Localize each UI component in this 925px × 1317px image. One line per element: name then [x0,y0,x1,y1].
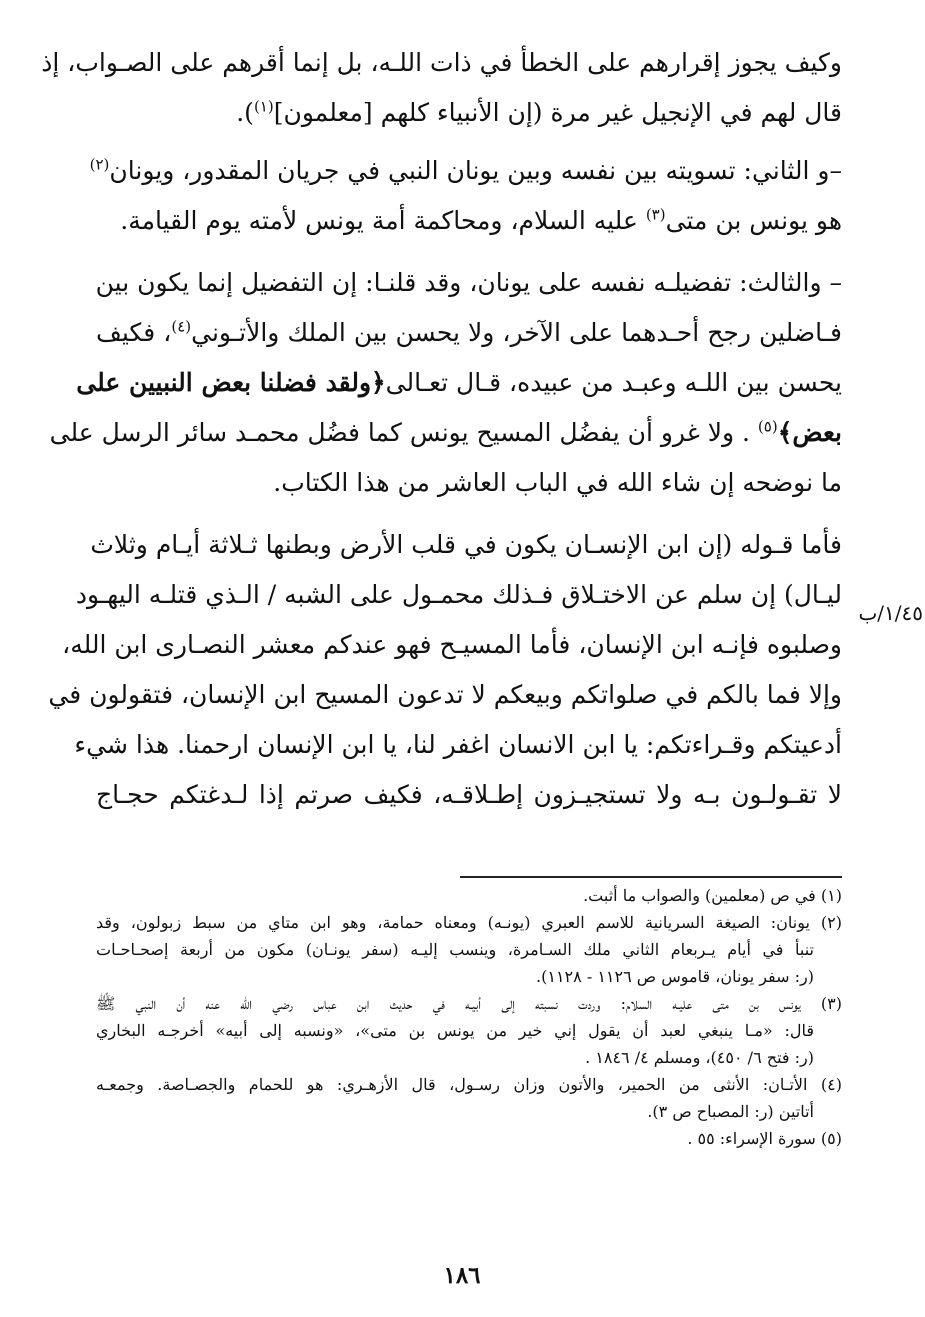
footnote-line: (٤) الأتـان: الأنثى من الحمير، والأتون وزان رسـول، قال الأزهـري: هو للحمام والجصـاصة. وجمعـه [96,1075,842,1094]
text-line: ما نوضحه إن شاء الله في الباب العاشر من هذا الكتاب. [273,468,842,497]
text-line: وصلبوه فإنـه ابن الإنسان، فأما المسيـح فهو عندكم معشر النصـارى ابن الله، [62,630,842,659]
text-line: وكيف يجوز إقرارهم على الخطأ في ذات اللـه، بل إنما أقرهم على الصـواب، إذ [41,48,842,77]
footnote-line: (ر: سفر يونان، قاموس ص ١١٢٦ - ١١٢٨). [536,967,814,986]
quran-quote: ﴿ولقد فضلنا بعض النبيين على [76,368,386,397]
text-line: هو يونس بن متى$^{(٣)}$ عليه السلام، ومحاكمة أمة يونس لأمته يوم القيامة. [120,205,842,235]
page-number: ١٨٦ [443,1262,481,1289]
text-line: لا تقـولـون بـه ولا تستجيـزون إطـلاقـه، فكيف صرتم إذا لـدغتكم حجـاج [96,780,842,809]
footnote-ref: (٢) [89,155,110,174]
footnote-line: (٢) يونان: الصيغة السريانية للاسم العبري (يونـه) ومعناه حمامة، وهو ابن متاي من سبط زبولون، وقد [96,913,842,932]
footnote-ref: (٥) [757,417,778,436]
text-line: ليـال) إن سلم عن الاختـلاق فـذلك محمـول على الشبه / الـذي قتلـه اليهـود [75,580,842,609]
quran-quote-end: بعض﴾ [777,418,842,447]
footnote-separator [460,876,842,878]
footnote-line: (٥) سورة الإسراء: ٥٥ . [687,1129,842,1148]
text-line: بعض﴾$^{(٥)}$ . ولا غرو أن يفضُل المسيح يونس كما فضُل محمـد سائر الرسل على [49,417,842,447]
text-line: فـاضلين رجح أحـدهما على الآخر، ولا يحسن بين الملك والأتـوني$^{(٤)}$، فكيف [96,317,842,347]
footnote-line: قال: «مـا ينبغي لعبد أن يقول إني خير من يونس بن متى»، «ونسبه إلى أبيه» أخرجـه البخاري [96,1021,814,1040]
text-line: – والثالث: تفضيلـه نفسه على يونان، وقد قلنـا: إن التفضيل إنما يكون بين [95,268,842,297]
footnotes [96,882,842,1152]
manuscript-folio-marker: ١/٤٥/ب [858,601,923,625]
text-line: يحسن بين اللـه وعبـد من عبيده، قـال تعـالى﴿ولقد فضلنا بعض النبيين على [76,368,842,397]
footnote-line: أتاتين (ر: المصباح ص ٣). [647,1102,814,1121]
footnote-ref: (١) [253,97,274,116]
footnote-line: (ر: فتح ٦/ ٤٥٠)، ومسلم ٤/ ١٨٤٦ . [585,1048,814,1067]
main-text [41,38,842,820]
text-line: وإلا فما بالكم في صلواتكم وبيعكم لا تدعون المسيح ابن الإنسان، فتقولون في [48,680,842,709]
footnote-line: (٣) يونس بن متى عليـه السلام: وردت نسبته إلى أبيـه في حديث ابن عباس رضي الله عنه أن النبي ﷺ [96,994,842,1013]
footnote-line: تنبأ في أيام يـربعام الثاني ملك السـامرة، وينسب إليـه (سفر يونـان) مكون من أربعة إصحـاحـات [96,940,814,959]
text-line: –و الثاني: تسويته بين نفسه وبين يونان النبي في جريان المقدور، ويونان$^{(٢)}$ [89,155,842,185]
footnote-ref: (٣) [645,205,666,224]
footnote-line: (١) في ص (معلمين) والصواب ما أثبت. [583,886,842,905]
text-line: قال لهم في الإنجيل غير مرة (إن الأنبياء كلهم [معلمون]$^{(١)}$). [236,97,842,127]
text-line: فأما قـوله (إن ابن الإنسـان يكون في قلب الأرض وبطنها ثـلاثة أيـام وثلاث [90,530,842,559]
footnote-ref: (٤) [171,317,192,336]
text-line: أدعيتكم وقـراءتكم: يا ابن الانسان اغفر لنا، يا ابن الإنسان ارحمنا. هذا شيء [74,730,842,759]
